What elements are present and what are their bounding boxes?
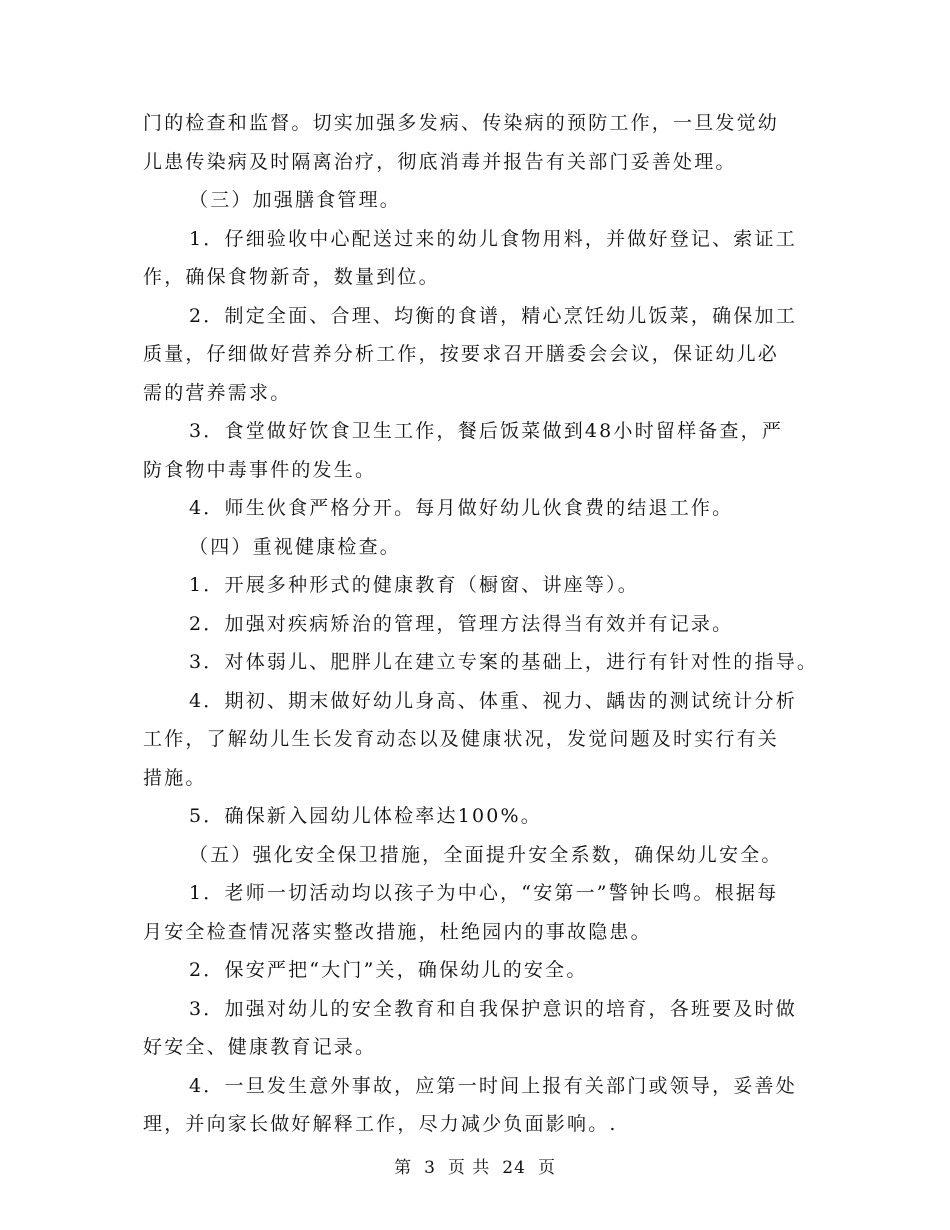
text-line: 工作，了解幼儿生长发育动态以及健康状况，发觉问题及时实行有关	[143, 728, 780, 750]
footer-prefix: 第	[394, 1158, 413, 1178]
text-line: 4．师生伙食严格分开。每月做好幼儿伙食费的结退工作。	[189, 497, 734, 519]
text-line: 3．加强对幼儿的安全教育和自我保护意识的培育，各班要及时做	[189, 997, 797, 1020]
text-line: 作，确保食物新奇，数量到位。	[143, 266, 440, 288]
page-footer	[0, 1153, 950, 1178]
text-line: 防食物中毒事件的发生。	[143, 458, 377, 481]
text-line: 5．确保新入园幼儿体检率达100%。	[189, 805, 543, 827]
text-line: 3．对体弱儿、肥胖儿在建立专案的基础上，进行有针对性的指导。	[189, 651, 819, 673]
text-line: 4．期初、期末做好幼儿身高、体重、视力、龋齿的测试统计分析	[189, 689, 797, 712]
text-line: 1．开展多种形式的健康教育（橱窗、讲座等）。	[189, 574, 639, 596]
text-line: 儿患传染病及时隔离治疗，彻底消毒并报告有关部门妥善处理。	[143, 150, 737, 173]
text-line: 月安全检查情况落实整改措施，杜绝园内的事故隐患。	[143, 920, 652, 943]
text-line: 4．一旦发生意外事故，应第一时间上报有关部门或领导，妥善处	[189, 1074, 797, 1097]
text-line: 需的营养需求。	[143, 381, 292, 404]
text-line: 理，并向家长做好解释工作，尽力减少负面影响。.	[143, 1113, 618, 1135]
text-line: 1．仔细验收中心配送过来的幼儿食物用料，并做好登记、索证工	[189, 227, 797, 250]
footer-current-page: 3	[424, 1158, 436, 1178]
footer-middle: 页 共	[447, 1158, 491, 1178]
text-line: （五）强化安全保卫措施，全面提升安全系数，确保幼儿安全。	[189, 843, 783, 866]
text-line: （三）加强膳食管理。	[189, 189, 402, 211]
text-line: 质量，仔细做好营养分析工作，按要求召开膳委会会议，保证幼儿必	[143, 343, 780, 365]
text-line: 好安全、健康教育记录。	[143, 1036, 377, 1058]
text-line: 1．老师一切活动均以孩子为中心，“安第一”警钟长鸣。根据每	[189, 882, 779, 904]
text-line: 措施。	[143, 766, 207, 789]
text-line: 门的检查和监督。切实加强多发病、传染病的预防工作，一旦发觉幼	[143, 112, 780, 134]
text-line: 2．保安严把“大门”关，确保幼儿的安全。	[189, 959, 588, 981]
footer-total-pages: 24	[502, 1158, 526, 1178]
text-line: 2．加强对疾病矫治的管理，管理方法得当有效并有记录。	[189, 612, 734, 635]
text-line: 3．食堂做好饮食卫生工作，餐后饭菜做到48小时留样备查，严	[189, 420, 784, 442]
text-line: 2．制定全面、合理、均衡的食谱，精心烹饪幼儿饭菜，确保加工	[189, 304, 797, 327]
footer-suffix: 页	[537, 1158, 556, 1178]
text-line: （四）重视健康检查。	[189, 535, 402, 558]
document-body	[143, 104, 823, 1144]
